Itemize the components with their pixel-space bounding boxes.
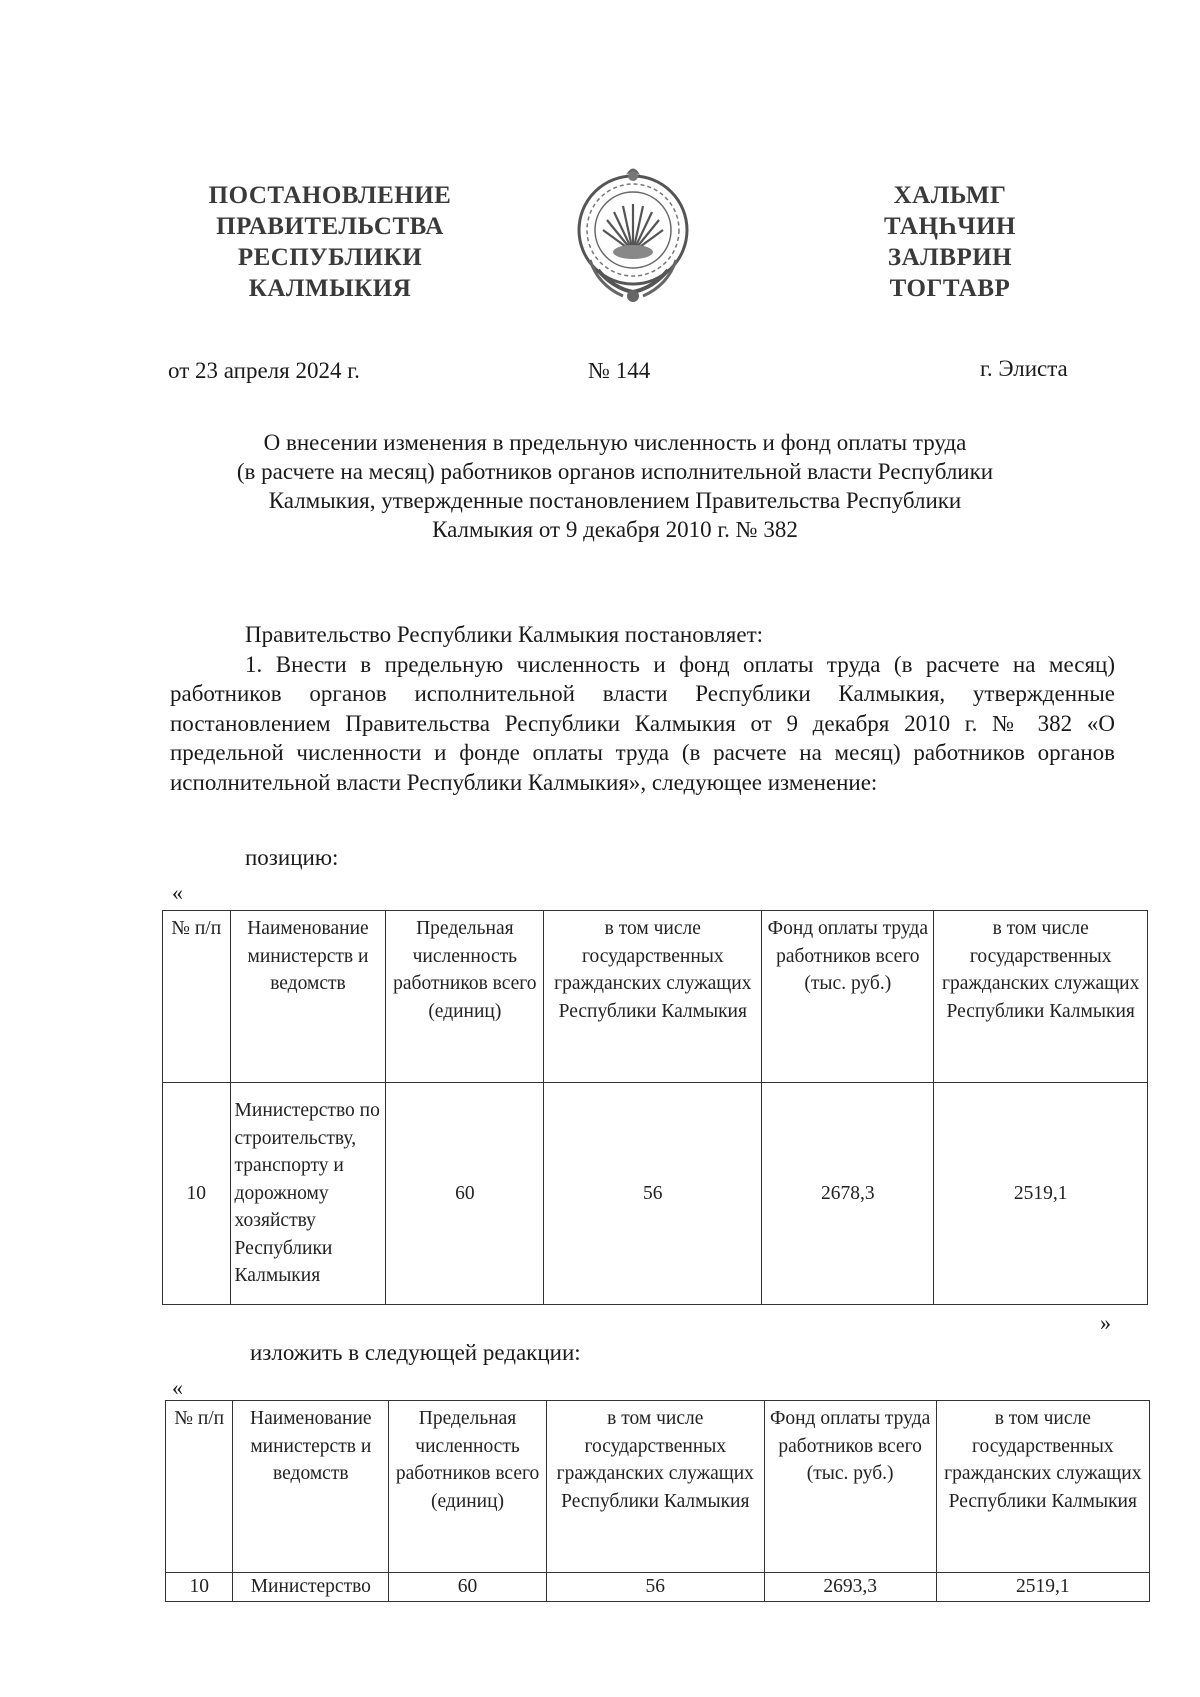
cell-civil-servants: 56 [544,1083,762,1305]
cell-name: Министерство [233,1573,389,1602]
cell-fund-civil: 2519,1 [934,1083,1148,1305]
header-kalmyk-line: ХАЛЬМГ [893,182,1007,209]
decree-date: от 23 апреля 2024 г. [168,358,360,383]
header-kalmyk-line: ТАҢҺЧИН [883,213,1016,240]
decree-body [170,620,1115,797]
open-quote: « [172,1375,183,1400]
header-cell-fund-total: Фонд оплаты труда работников всего (тыс. руб.) [764,1401,936,1573]
title-line: Калмыкия от 9 декабря 2010 г. № 382 [432,517,798,542]
header-cell-fund-civil: в том числе государственных гражданских служащих Республики Калмыкия [934,911,1148,1083]
item-1-paragraph: 1. Внести в предельную численность и фонд оплаты труда (в расчете на месяц) работников органов исполнительной власти Республики Калмыкия, утвержденные постановлением Правительства Республики Калмыкия от 9 декабря 2010 г. № 382 «О предельной численности и фонде оплаты труда (в расчете на месяц) работников органов исполнительной власти Республики Калмыкия», следующее изменение: [170,651,1115,795]
header-cell-civil-servants: в том числе государственных гражданских служащих Республики Калмыкия [544,911,762,1083]
open-quote: « [172,880,183,905]
cell-name: Министерство по строительству, транспорту и дорожному хозяйству Республики Калмыкия [230,1083,386,1305]
table-row [163,1083,1148,1305]
table-header-row [166,1401,1150,1573]
cell-number: 10 [166,1573,233,1602]
header-russian-line: ПОСТАНОВЛЕНИЕ [208,182,452,209]
cell-fund-civil: 2519,1 [936,1573,1149,1602]
header-cell-civil-servants: в том числе государственных гражданских служащих Республики Калмыкия [546,1401,764,1573]
header-cell-name: Наименование министерств и ведомств [233,1401,389,1573]
title-line: Калмыкия, утвержденные постановлением Правительства Республики [268,488,962,513]
header-cell-staff-total: Предельная численность работников всего (единиц) [389,1401,547,1573]
header-cell-name: Наименование министерств и ведомств [230,911,386,1083]
cell-fund-total: 2678,3 [762,1083,934,1305]
title-line: (в расчете на месяц) работников органов исполнительной власти Республики [236,459,994,484]
emblem-of-kalmykia [568,160,698,310]
header-cell-staff-total: Предельная численность работников всего (единиц) [386,911,544,1083]
decree-number: № 144 [588,358,651,383]
header-cell-fund-civil: в том числе государственных гражданских служащих Республики Калмыкия [936,1401,1149,1573]
cell-fund-total: 2693,3 [764,1573,936,1602]
decree-title [160,428,1070,544]
cell-staff-total: 60 [389,1573,547,1602]
header-cell-number: № п/п [163,911,231,1083]
header-cell-fund-total: Фонд оплаты труда работников всего (тыс. руб.) [762,911,934,1083]
cell-staff-total: 60 [386,1083,544,1305]
intro-paragraph: Правительство Республики Калмыкия постановляет: [245,622,764,647]
table-row [166,1573,1150,1602]
cell-number: 10 [163,1083,231,1305]
header-kalmyk [860,180,1040,304]
old-position-table [162,910,1148,1305]
decree-city: г. Элиста [980,356,1068,381]
title-line: О внесении изменения в предельную численность и фонд оплаты труда [263,430,967,455]
new-position-table [165,1400,1150,1602]
header-kalmyk-line: ТОГТАВР [889,275,1011,302]
position-label: позицию: [245,845,339,870]
cell-civil-servants: 56 [546,1573,764,1602]
table-header-row [163,911,1148,1083]
header-cell-number: № п/п [166,1401,233,1573]
header-kalmyk-line: ЗАЛВРИН [887,244,1013,271]
header-russian-line: ПРАВИТЕЛЬСТВА [216,213,444,240]
header-russian [180,180,480,304]
header-russian-line: РЕСПУБЛИКИ [237,244,423,271]
close-quote: » [1100,1310,1111,1335]
redaction-label: изложить в следующей редакции: [250,1340,581,1365]
header-russian-line: КАЛМЫКИЯ [248,275,412,302]
